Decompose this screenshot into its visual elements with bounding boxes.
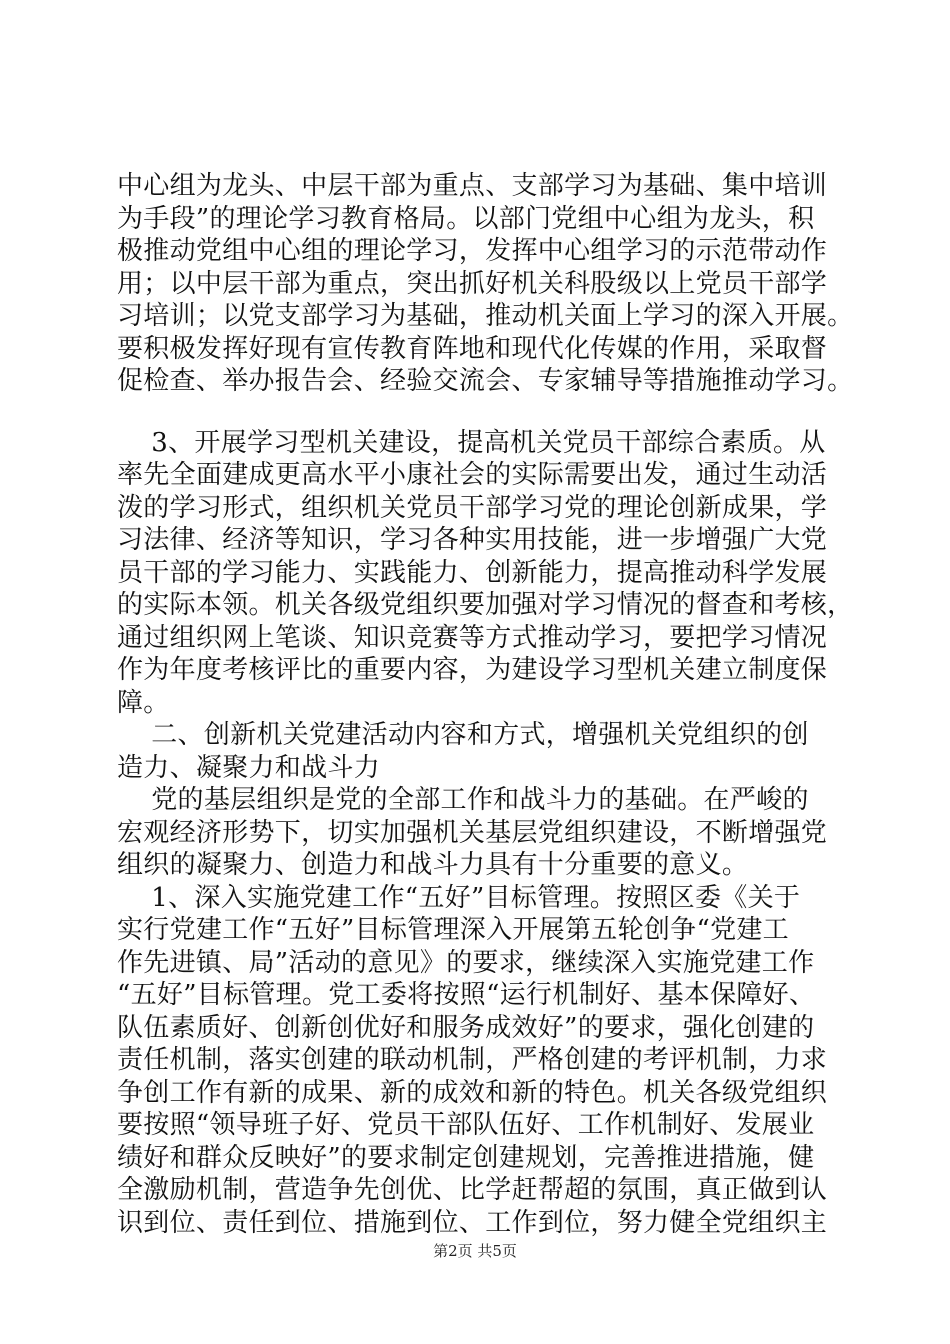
text-line: 为手段”的理论学习教育格局。以部门党组中心组为龙头，积 xyxy=(117,203,815,234)
section-heading-line: 造力、凝聚力和战斗力 xyxy=(117,752,381,783)
text-line: 习法律、经济等知识，学习各种实用技能，进一步增强广大党 xyxy=(117,525,828,555)
paragraph-block-2 xyxy=(117,427,857,1240)
text-line: 绩好和群众反映好”的要求制定创建规划，完善推进措施，健 xyxy=(117,1142,815,1173)
text-line: 的实际本领。机关各级党组织要加强对学习情况的督查和考核， xyxy=(117,590,854,620)
text-line: 中心组为龙头、中层干部为重点、支部学习为基础、集中培训 xyxy=(117,171,828,201)
text-line: 实行党建工作“五好”目标管理深入开展第五轮创争“党建工 xyxy=(117,915,789,945)
text-line: 通过组织网上笔谈、知识竞赛等方式推动学习，要把学习情况 xyxy=(117,622,828,653)
text-line: 作先进镇、局”活动的意见》的要求，继续深入实施党建工作 xyxy=(117,947,815,978)
text-line: 用；以中层干部为重点，突出抓好机关科股级以上党员干部学 xyxy=(117,268,828,299)
text-line: 促检查、举办报告会、经验交流会、专家辅导等措施推动学习。 xyxy=(117,366,854,396)
text-line: 识到位、责任到位、措施到位、工作到位，努力健全党组织主 xyxy=(117,1207,828,1238)
text-line: 队伍素质好、创新创优好和服务成效好”的要求，强化创建的 xyxy=(117,1012,815,1043)
text-line: 障。 xyxy=(117,687,170,718)
text-line: 要积极发挥好现有宣传教育阵地和现代化传媒的作用，采取督 xyxy=(117,333,828,364)
text-line: 习培训；以党支部学习为基础，推动机关面上学习的深入开展。 xyxy=(117,301,854,331)
text-line: 党的基层组织是党的全部工作和战斗力的基础。在严峻的 xyxy=(117,785,809,815)
text-line: 全激励机制，营造争先创优、比学赶帮超的氛围，真正做到认 xyxy=(117,1175,828,1205)
text-line: 泼的学习形式，组织机关党员干部学习党的理论创新成果，学 xyxy=(117,492,828,523)
text-line: “五好”目标管理。党工委将按照“运行机制好、基本保障好、 xyxy=(117,980,816,1010)
text-line: 要按照“领导班子好、党员干部队伍好、工作机制好、发展业 xyxy=(117,1110,815,1140)
text-line: 组织的凝聚力、创造力和战斗力具有十分重要的意义。 xyxy=(117,850,749,880)
text-line: 1、深入实施党建工作“五好”目标管理。按照区委《关于 xyxy=(117,882,801,913)
text-line: 极推动党组中心组的理论学习，发挥中心组学习的示范带动作 xyxy=(117,236,828,266)
document-body xyxy=(117,170,857,1239)
text-line: 宏观经济形势下，切实加强机关基层党组织建设，不断增强党 xyxy=(117,817,828,848)
paragraph-block-1 xyxy=(117,170,857,398)
text-line: 作为年度考核评比的重要内容，为建设学习型机关建立制度保 xyxy=(117,655,828,685)
text-line: 争创工作有新的成果、新的成效和新的特色。机关各级党组织 xyxy=(117,1077,828,1108)
text-line: 3、开展学习型机关建设，提高机关党员干部综合素质。从 xyxy=(117,427,826,458)
text-line: 员干部的学习能力、实践能力、创新能力，提高推动科学发展 xyxy=(117,557,828,588)
section-heading-line: 二、创新机关党建活动内容和方式，增强机关党组织的创 xyxy=(117,720,809,750)
text-line: 率先全面建成更高水平小康社会的实际需要出发，通过生动活 xyxy=(117,460,828,490)
page-number-label: 第2页 共5页 xyxy=(433,1242,517,1260)
text-line: 责任机制，落实创建的联动机制，严格创建的考评机制，力求 xyxy=(117,1045,828,1075)
paragraph-gap xyxy=(117,398,857,427)
page-footer xyxy=(0,1240,950,1261)
